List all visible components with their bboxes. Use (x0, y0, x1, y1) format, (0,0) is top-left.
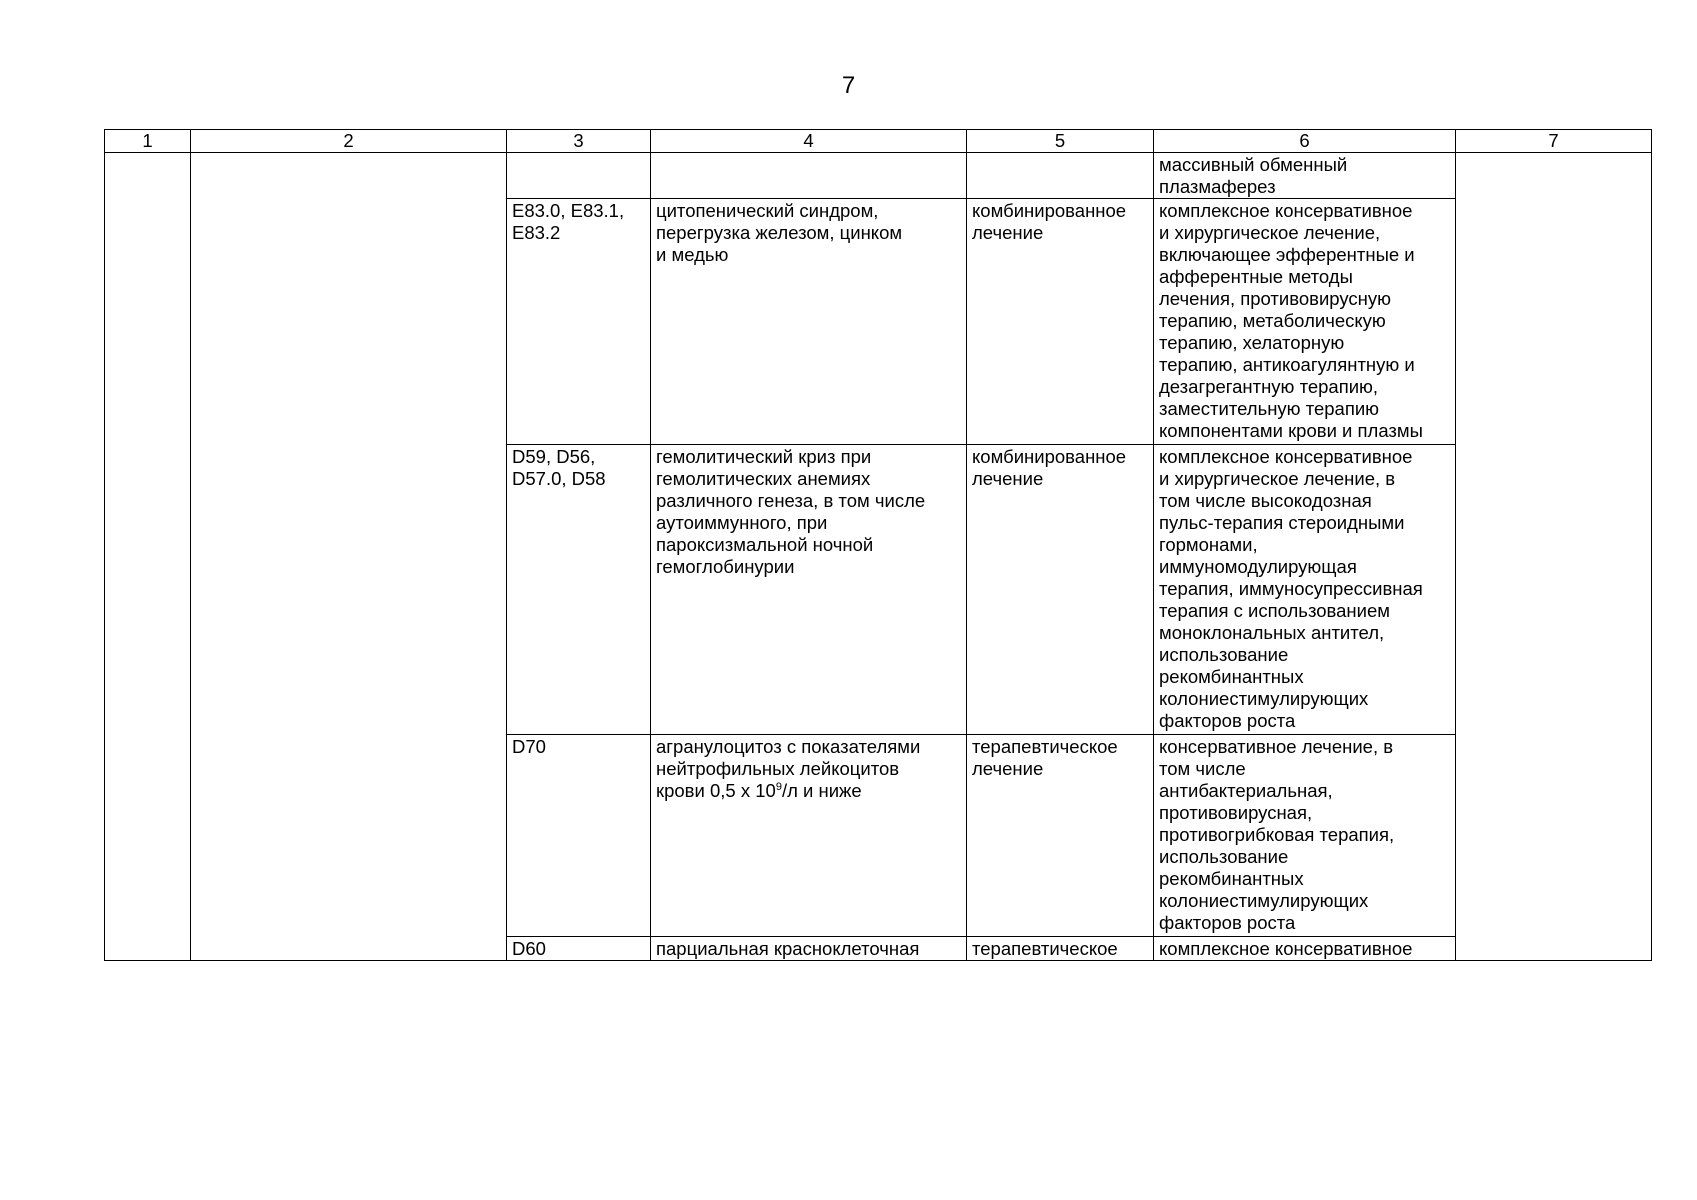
cell-treatment-type: терапевтическое (967, 937, 1154, 961)
cell-method: консервативное лечение, в том числе антибактериальная, противовирусная, противогрибковая терапия, использование рекомбинантных колониестимулирующих факторов роста (1154, 735, 1456, 937)
condition-line: нейтрофильных лейкоцитов (656, 758, 900, 779)
column-header-7: 7 (1456, 130, 1652, 153)
cell-code: D59, D56, D57.0, D58 (507, 445, 651, 735)
cell-method: комплексное консервативное и хирургическое лечение, включающее эфферентные и афферентные методы лечения, противовирусную терапию, метаболическую терапию, хелаторную терапию, антикоагулянтную и дезагрегантную терапию, заместительную терапию компонентами крови и плазмы (1154, 199, 1456, 445)
column-header-3: 3 (507, 130, 651, 153)
treatment-table (104, 129, 1652, 961)
column-header-6: 6 (1154, 130, 1456, 153)
column-header-2: 2 (191, 130, 507, 153)
cell-treatment-type: комбинированное лечение (967, 445, 1154, 735)
cell-condition: гемолитический криз при гемолитических анемиях различного генеза, в том числе аутоиммунного, при пароксизмальной ночной гемоглобинурии (651, 445, 967, 735)
condition-line-suffix: /л и ниже (781, 780, 862, 801)
column-header-1: 1 (105, 130, 191, 153)
condition-line-prefix: крови 0,5 х 10 (656, 780, 776, 801)
page-number: 7 (841, 72, 856, 99)
cell-method: комплексное консервативное и хирургическое лечение, в том числе высокодозная пульс-терапия стероидными гормонами, иммуномодулирующая терапия, иммуносупрессивная терапия с использованием моноклональных антител, использование рекомбинантных колониестимулирующих факторов роста (1154, 445, 1456, 735)
cell-code: E83.0, E83.1, E83.2 (507, 199, 651, 445)
cell-condition (651, 153, 967, 199)
cell-col7 (1456, 153, 1652, 961)
cell-code: D70 (507, 735, 651, 937)
cell-method: массивный обменный плазмаферез (1154, 153, 1456, 199)
cell-code: D60 (507, 937, 651, 961)
cell-condition (651, 735, 967, 937)
column-header-4: 4 (651, 130, 967, 153)
cell-code (507, 153, 651, 199)
superscript-exponent: 9 (775, 780, 782, 793)
table-header-row (105, 130, 1652, 153)
cell-col2 (191, 153, 507, 961)
cell-method: комплексное консервативное (1154, 937, 1456, 961)
condition-line: агранулоцитоз с показателями (656, 736, 921, 757)
cell-treatment-type (967, 153, 1154, 199)
cell-condition: цитопенический синдром, перегрузка железом, цинком и медью (651, 199, 967, 445)
table-row (105, 153, 1652, 199)
cell-treatment-type: комбинированное лечение (967, 199, 1154, 445)
column-header-5: 5 (967, 130, 1154, 153)
cell-treatment-type: терапевтическое лечение (967, 735, 1154, 937)
cell-col1 (105, 153, 191, 961)
cell-condition: парциальная красноклеточная (651, 937, 967, 961)
